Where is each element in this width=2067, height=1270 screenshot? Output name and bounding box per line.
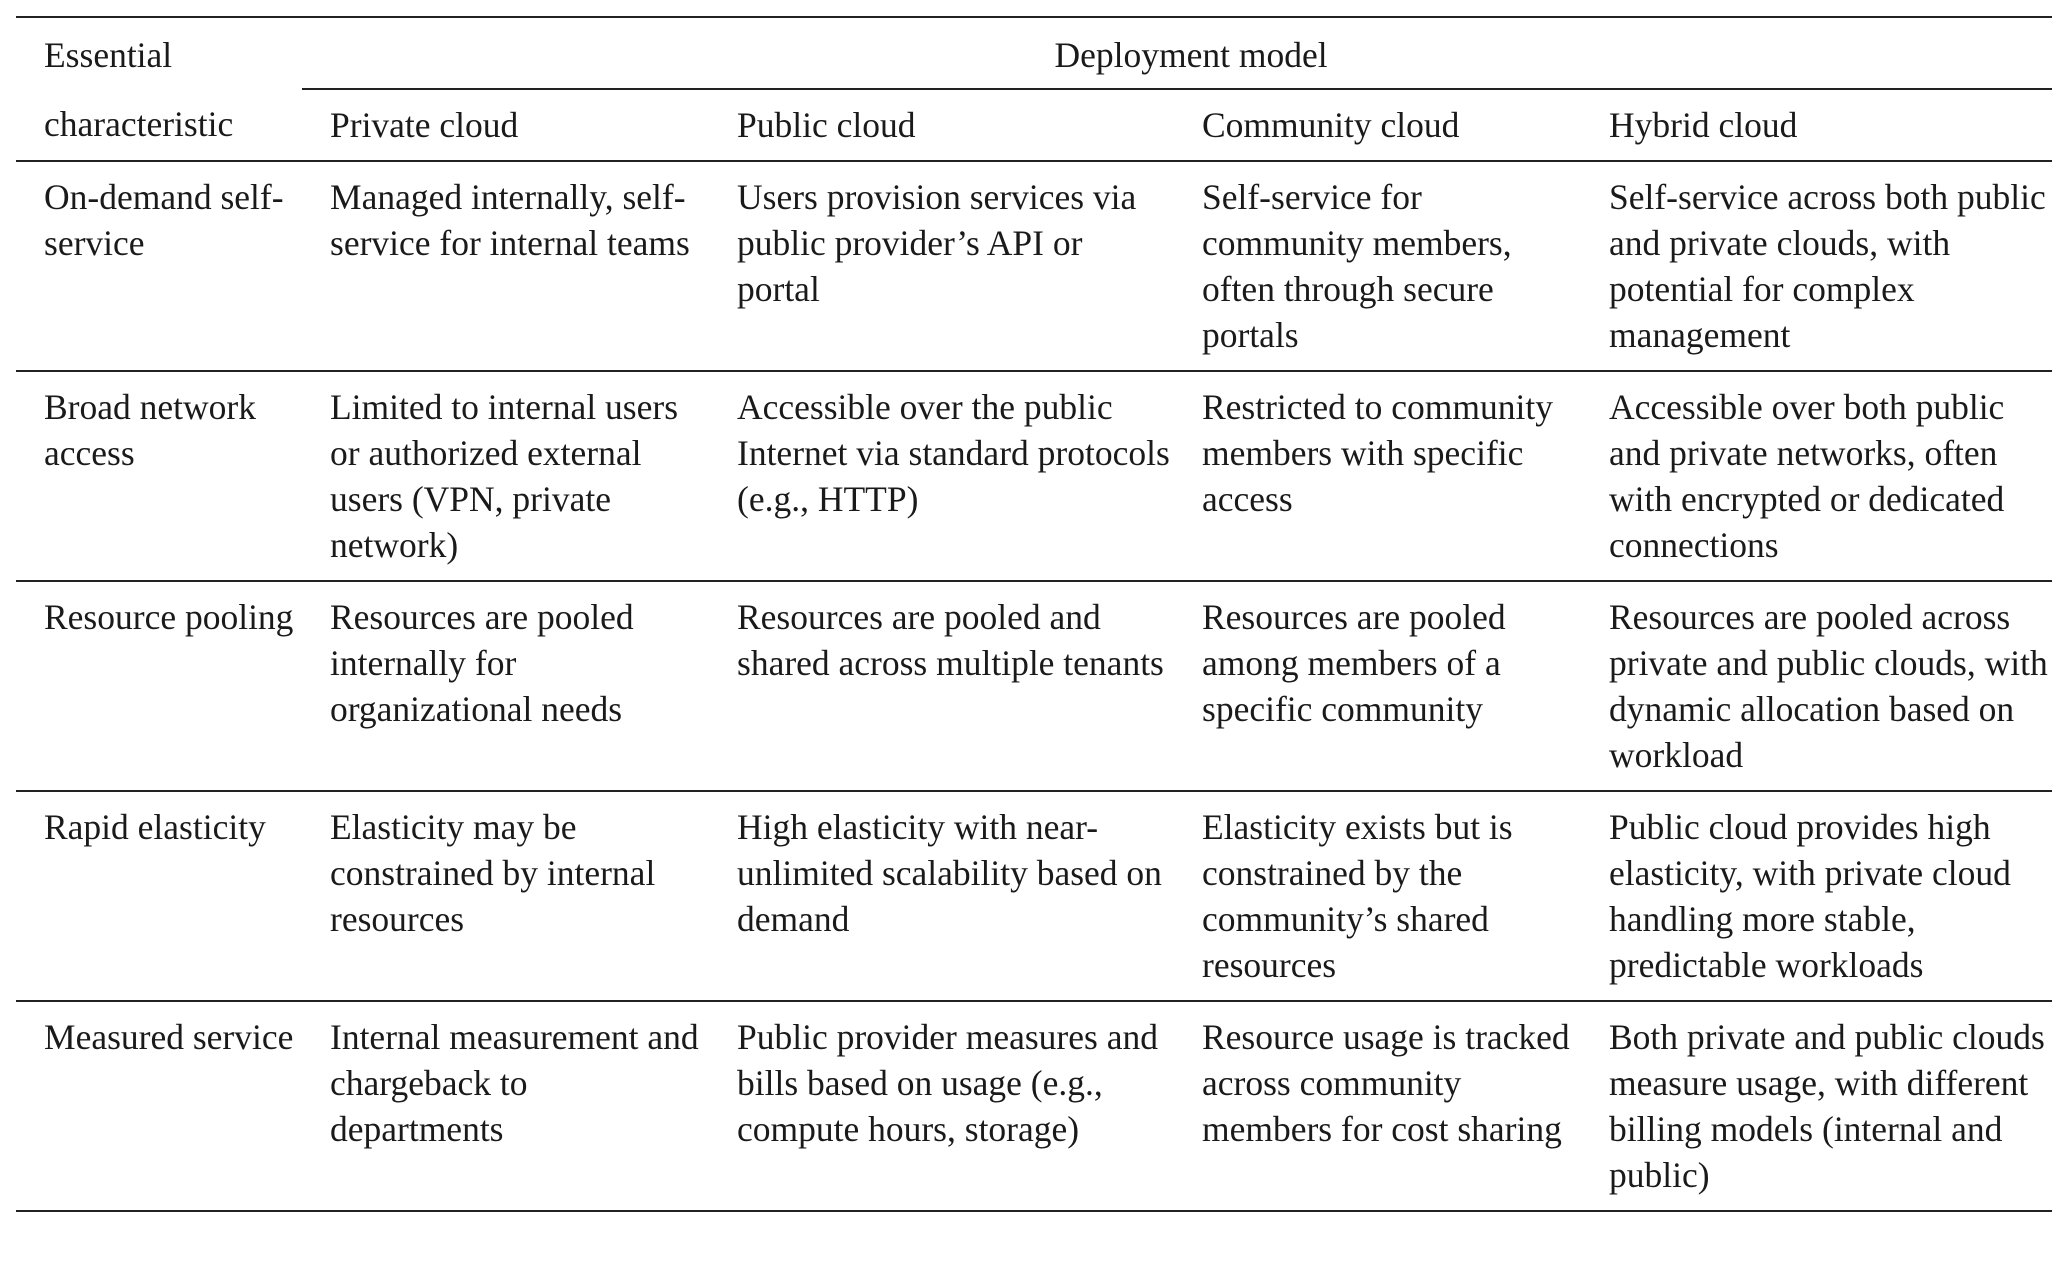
table-cell: Self-service for community members, often through secure portals [1174,161,1581,371]
table-cell: Resources are pooled and shared across multiple tenants [709,581,1174,791]
table-cell: Internal measurement and chargeback to departments [302,1001,709,1211]
table-cell: Public cloud provides high elasticity, with private cloud handling more stable, predictable workloads [1581,791,2052,1001]
table-row [16,161,2052,371]
table-cell: Resources are pooled among members of a specific community [1174,581,1581,791]
table-cell: Managed internally, self-service for internal teams [302,161,709,371]
table-cell: Accessible over the public Internet via standard protocols (e.g., HTTP) [709,371,1174,581]
header-public-cloud: Public cloud [709,89,1174,161]
header-essential-line2: characteristic [16,89,302,161]
table-cell: Limited to internal users or authorized external users (VPN, private network) [302,371,709,581]
row-label: Rapid elasticity [16,791,302,1001]
header-community-cloud: Community cloud [1174,89,1581,161]
table-row [16,791,2052,1001]
table-cell: Elasticity exists but is constrained by the community’s shared resources [1174,791,1581,1001]
table-cell: Users provision services via public provider’s API or portal [709,161,1174,371]
table-cell: Elasticity may be constrained by internal resources [302,791,709,1001]
header-row-group [16,17,2052,89]
table-cell: Resources are pooled across private and public clouds, with dynamic allocation based on workload [1581,581,2052,791]
table-cell: High elasticity with near-unlimited scalability based on demand [709,791,1174,1001]
table-cell: Public provider measures and bills based on usage (e.g., compute hours, storage) [709,1001,1174,1211]
row-label: Resource pooling [16,581,302,791]
row-label: Measured service [16,1001,302,1211]
table-cell: Self-service across both public and private clouds, with potential for complex management [1581,161,2052,371]
table-row [16,371,2052,581]
characteristics-table [16,16,2052,1212]
header-essential-line1: Essential [16,17,302,89]
table-cell: Both private and public clouds measure usage, with different billing models (internal and public) [1581,1001,2052,1211]
header-private-cloud: Private cloud [302,89,709,161]
row-label: On-demand self-service [16,161,302,371]
header-hybrid-cloud: Hybrid cloud [1581,89,2052,161]
table-row [16,1001,2052,1211]
header-deployment-model: Deployment model [302,17,2052,89]
row-label: Broad network access [16,371,302,581]
table-row [16,581,2052,791]
table-cell: Accessible over both public and private networks, often with encrypted or dedicated connections [1581,371,2052,581]
header-row-columns [16,89,2052,161]
table-cell: Resource usage is tracked across community members for cost sharing [1174,1001,1581,1211]
table-cell: Resources are pooled internally for organizational needs [302,581,709,791]
table-cell: Restricted to community members with specific access [1174,371,1581,581]
